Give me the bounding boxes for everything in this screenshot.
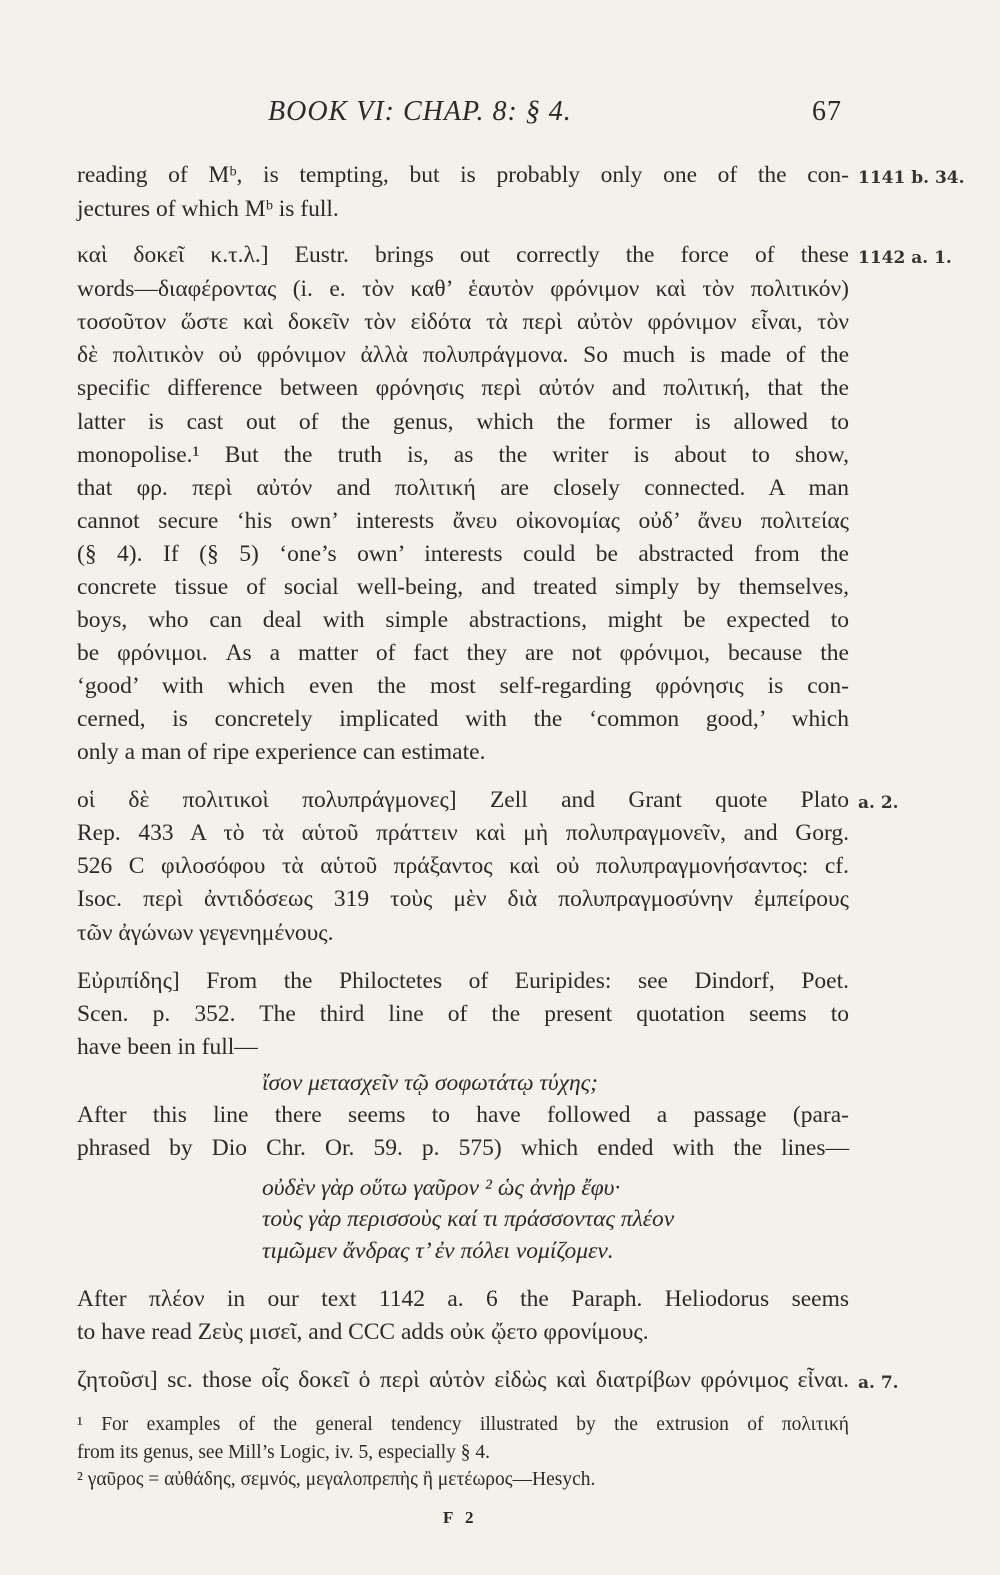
text-line: boys, who can deal with simple abstractions, might be expected to [77, 607, 849, 633]
text-line: concrete tissue of social well-being, and treated simply by themselves, [77, 574, 849, 600]
footnote-line: ¹ For examples of the general tendency illustrated by the extrusion of πολιτική [77, 1414, 849, 1435]
text-line: only a man of ripe experience can estimate. [77, 739, 486, 765]
text-line: οἱ δὲ πολιτικοὶ πολυπράγμονες] Zell and Grant quote Plato [77, 787, 849, 813]
text-line: words—διαφέροντας (i. e. τὸν καθ’ ἑαυτὸν φρόνιμον καὶ τὸν πολιτικόν) [77, 276, 849, 302]
text-line: Scen. p. 352. The third line of the present quotation seems to [77, 1001, 849, 1027]
text-line: οὐδὲν γὰρ οὕτω γαῦρον ² ὡς ἀνὴρ ἔφυ· [262, 1175, 621, 1201]
footnote-line: from its genus, see Mill’s Logic, iv. 5, especially § 4. [77, 1442, 491, 1463]
text-line: After this line there seems to have followed a passage (para- [77, 1102, 849, 1128]
text-line: to have read Ζεὺς μισεῖ, and CCC adds οὐκ ᾤετο φρονίμους. [77, 1319, 649, 1345]
text-line: ‘good’ with which even the most self-regarding φρόνησις is con- [77, 673, 849, 699]
text-line: have been in full— [77, 1034, 258, 1060]
text-line: ζητοῦσι] sc. those οἷς δοκεῖ ὁ περὶ αὑτὸν εἰδὼς καὶ διατρίβων φρόνιμος εἶναι. [77, 1367, 849, 1393]
signature-mark: F 2 [443, 1508, 478, 1527]
text-line: that φρ. περὶ αὐτόν and πολιτική are closely connected. A man [77, 475, 849, 501]
text-line: τοσοῦτον ὥστε καὶ δοκεῖν τὸν εἰδότα τὰ περὶ αὐτὸν φρόνιμον εἶναι, τὸν [77, 309, 849, 335]
page-number: 67 [812, 96, 842, 127]
text-line: (§ 4). If (§ 5) ‘one’s own’ interests could be abstracted from the [77, 541, 849, 567]
text-line: Isoc. περὶ ἀντιδόσεως 319 τοὺς μὲν διὰ πολυπραγμοσύνην ἐμπείρους [77, 886, 849, 912]
text-line: After πλέον in our text 1142 a. 6 the Paraph. Heliodorus seems [77, 1286, 849, 1312]
text-line: τιμῶμεν ἄνδρας τ’ ἐν πόλει νομίζομεν. [262, 1238, 614, 1264]
text-line: cannot secure ‘his own’ interests ἄνευ οἰκονομίας οὐδ’ ἄνευ πολιτείας [77, 508, 849, 534]
margin-reference: 1141 b. 34. [858, 168, 965, 188]
text-line: specific difference between φρόνησις περὶ αὐτόν and πολιτική, that the [77, 375, 849, 401]
text-line: reading of Mᵇ, is tempting, but is probably only one of the con- [77, 162, 849, 188]
running-header-title: BOOK VI: CHAP. 8: § 4. [268, 96, 572, 127]
text-line: τῶν ἀγώνων γεγενημένους. [77, 920, 334, 946]
text-line: be φρόνιμοι. As a matter of fact they are not φρόνιμοι, because the [77, 640, 849, 666]
text-line: jectures of which Mᵇ is full. [77, 196, 339, 222]
margin-reference: a. 2. [858, 793, 899, 813]
text-line: cerned, is concretely implicated with the ‘common good,’ which [77, 706, 849, 732]
text-line: καὶ δοκεῖ κ.τ.λ.] Eustr. brings out correctly the force of these [77, 242, 849, 268]
footnote-line: ² γαῦρος = αὐθάδης, σεμνός, μεγαλοπρεπὴς ἢ μετέωρος—Hesych. [77, 1469, 596, 1490]
text-line: monopolise.¹ But the truth is, as the writer is about to show, [77, 442, 849, 468]
margin-reference: a. 7. [858, 1373, 899, 1393]
text-line: Rep. 433 A τὸ τὰ αὑτοῦ πράττειν καὶ μὴ πολυπραγμονεῖν, and Gorg. [77, 820, 849, 846]
text-line: phrased by Dio Chr. Or. 59. p. 575) which ended with the lines— [77, 1135, 849, 1161]
text-line: latter is cast out of the genus, which the former is allowed to [77, 409, 849, 435]
text-line: δὲ πολιτικὸν οὐ φρόνιμον ἀλλὰ πολυπράγμονα. So much is made of the [77, 342, 849, 368]
text-line: τοὺς γὰρ περισσοὺς καί τι πράσσοντας πλέον [262, 1206, 675, 1232]
text-line: Εὐριπίδης] From the Philoctetes of Euripides: see Dindorf, Poet. [77, 968, 849, 994]
text-line: 526 C φιλοσόφου τὰ αὑτοῦ πράξαντος καὶ οὐ πολυπραγμονήσαντος: cf. [77, 853, 849, 879]
text-line: ἴσον μετασχεῖν τῷ σοφωτάτῳ τύχης; [262, 1070, 598, 1096]
margin-reference: 1142 a. 1. [858, 248, 952, 268]
